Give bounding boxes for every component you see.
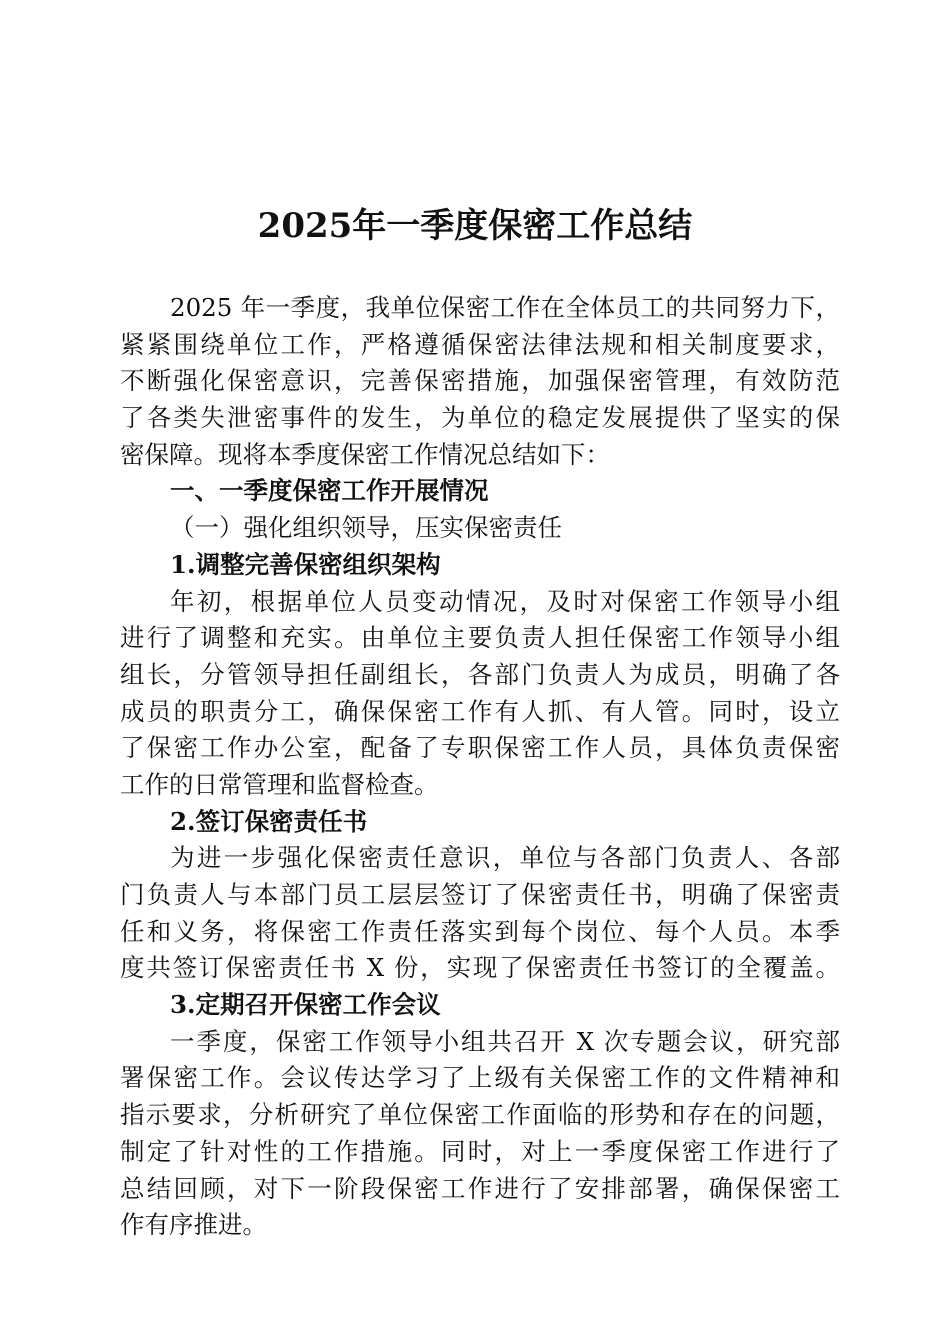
item-paragraph: [120, 584, 840, 804]
item-paragraph: [120, 1024, 840, 1244]
text-line: 紧紧围绕单位工作，严格遵循保密法律法规和相关制度要求，: [120, 329, 840, 359]
document-body: [120, 290, 840, 1244]
section-heading: 一、一季度保密工作开展情况: [170, 476, 489, 506]
text-line: 2025 年一季度，我单位保密工作在全体员工的共同努力下，: [170, 293, 840, 322]
subsection-heading: （一）强化组织领导，压实保密责任: [170, 513, 562, 543]
text-line: 指示要求，分析研究了单位保密工作面临的形势和存在的问题，: [120, 1100, 840, 1130]
text-line: 密保障。现将本季度保密工作情况总结如下：: [120, 439, 610, 469]
text-line: 一季度，保密工作领导小组共召开 X 次专题会议，研究部: [170, 1026, 840, 1056]
text-line: 了各类失泄密事件的发生，为单位的稳定发展提供了坚实的保: [120, 403, 840, 433]
text-line: 作有序推进。: [120, 1210, 267, 1240]
text-line: 任和义务，将保密工作责任落实到每个岗位、每个人员。本季: [120, 916, 840, 946]
text-line: 门负责人与本部门员工层层签订了保密责任书，明确了保密责: [120, 880, 840, 909]
document-title: 2025年一季度保密工作总结: [257, 206, 693, 246]
item-heading: 2.签订保密责任书: [170, 806, 368, 836]
text-line: 成员的职责分工，确保保密工作有人抓、有人管。同时，设立: [120, 696, 840, 726]
item-heading: 1.调整完善保密组织架构: [170, 549, 441, 579]
text-line: 署保密工作。会议传达学习了上级有关保密工作的文件精神和: [120, 1063, 840, 1093]
item-paragraph: [120, 840, 840, 987]
text-line: 度共签订保密责任书 X 份，实现了保密责任书签订的全覆盖。: [120, 953, 840, 983]
item-heading: 3.定期召开保密工作会议: [170, 990, 441, 1020]
text-line: 组长，分管领导担任副组长，各部门负责人为成员，明确了各: [120, 659, 840, 689]
intro-paragraph: [120, 290, 840, 473]
text-line: 年初，根据单位人员变动情况，及时对保密工作领导小组: [170, 586, 840, 616]
text-line: 不断强化保密意识，完善保密措施，加强保密管理，有效防范: [120, 366, 840, 396]
text-line: 制定了针对性的工作措施。同时，对上一季度保密工作进行了: [120, 1136, 840, 1166]
text-line: 了保密工作办公室，配备了专职保密工作人员，具体负责保密: [120, 733, 840, 763]
text-line: 进行了调整和充实。由单位主要负责人担任保密工作领导小组: [120, 623, 840, 653]
text-line: 工作的日常管理和监督检查。: [120, 769, 439, 799]
text-line: 为进一步强化保密责任意识，单位与各部门负责人、各部: [170, 843, 840, 873]
text-line: 总结回顾，对下一阶段保密工作进行了安排部署，确保保密工: [120, 1173, 840, 1203]
